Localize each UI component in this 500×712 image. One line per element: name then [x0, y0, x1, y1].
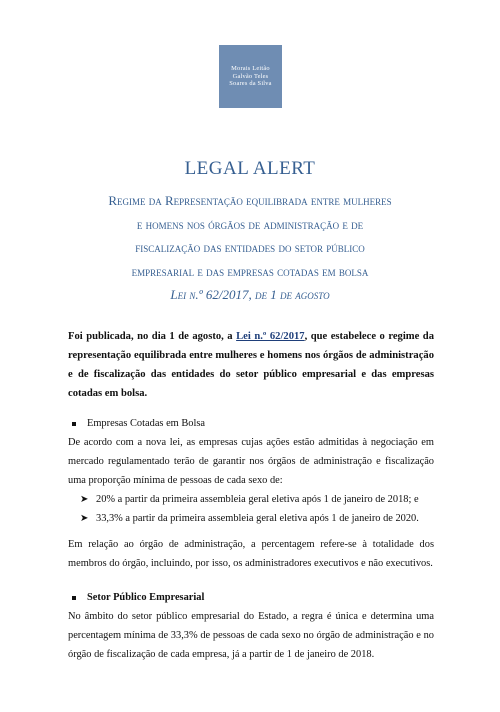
- arrow-bullet-icon: ➤: [80, 494, 89, 505]
- section-heading-public-label: Setor Público Empresarial: [87, 592, 205, 603]
- page-title: LEGAL ALERT: [184, 158, 316, 179]
- list-item: [80, 490, 434, 509]
- square-bullet-icon: [72, 596, 76, 600]
- logo-line-1: Morais Leitão: [231, 65, 270, 73]
- section-heading-listed-label: Empresas Cotadas em Bolsa: [87, 418, 206, 429]
- logo-line-2: Galvão Teles: [232, 72, 269, 80]
- intro-paragraph: [68, 327, 434, 403]
- section-listed-companies: [68, 414, 434, 528]
- law-link[interactable]: Lei n.º 62/2017: [236, 331, 305, 342]
- subtitle-line-3: fiscalização das entidades do setor público: [135, 240, 365, 255]
- quota-list: [68, 490, 434, 528]
- firm-logo: [219, 45, 282, 108]
- subtitle-line-2: e homens nos órgãos de administração e de: [136, 216, 364, 232]
- document-subtitle: [20, 189, 480, 283]
- section-public-paragraph: No âmbito do setor público empresarial do Estado, a regra é única e determina uma percentagem mínima de 33,3% de pessoas de cada sexo no órgão de administração e no órgão de fiscalização de cada empresa, já a partir de 1 de janeiro de 2018.: [68, 611, 434, 660]
- section-listed-paragraph: De acordo com a nova lei, as empresas cujas ações estão admitidas à negociação em mercado regulamentado terão de garantir nos órgãos de administração e fiscalização uma proporção mínima de pessoas de cada sexo de:: [68, 437, 434, 486]
- list-item-text: 33,3% a partir da primeira assembleia geral eletiva após 1 de janeiro de 2020.: [96, 513, 419, 524]
- admin-body-note: [68, 535, 434, 573]
- section-public-sector: [68, 588, 434, 664]
- arrow-bullet-icon: ➤: [80, 513, 89, 524]
- list-item-text: 20% a partir da primeira assembleia geral eletiva após 1 de janeiro de 2018; e: [96, 494, 419, 505]
- intro-text-after: , que estabelece o regime da representação equilibrada entre mulheres e homens nos órgãos de administração e de fiscalização das entidades do setor público empresarial e das empresas cotadas em bolsa.: [68, 331, 434, 399]
- admin-body-paragraph: Em relação ao órgão de administração, a percentagem refere-se à totalidade dos membros do órgão, incluindo, por isso, os administradores executivos e não executivos.: [68, 539, 434, 569]
- subtitle-line-4: empresarial e das empresas cotadas em bolsa: [131, 263, 369, 279]
- square-bullet-icon: [72, 422, 76, 426]
- logo-line-3: Soares da Silva: [229, 80, 272, 88]
- subtitle-line-1: Regime da Representação equilibrada entre mulheres: [108, 193, 392, 208]
- intro-text-before: Foi publicada, no dia 1 de agosto, a: [68, 331, 237, 342]
- law-reference: Lei n.º 62/2017, de 1 de agosto: [170, 287, 330, 302]
- section-heading-public: [68, 588, 434, 607]
- list-item: [80, 509, 434, 528]
- section-heading-listed: [68, 414, 434, 433]
